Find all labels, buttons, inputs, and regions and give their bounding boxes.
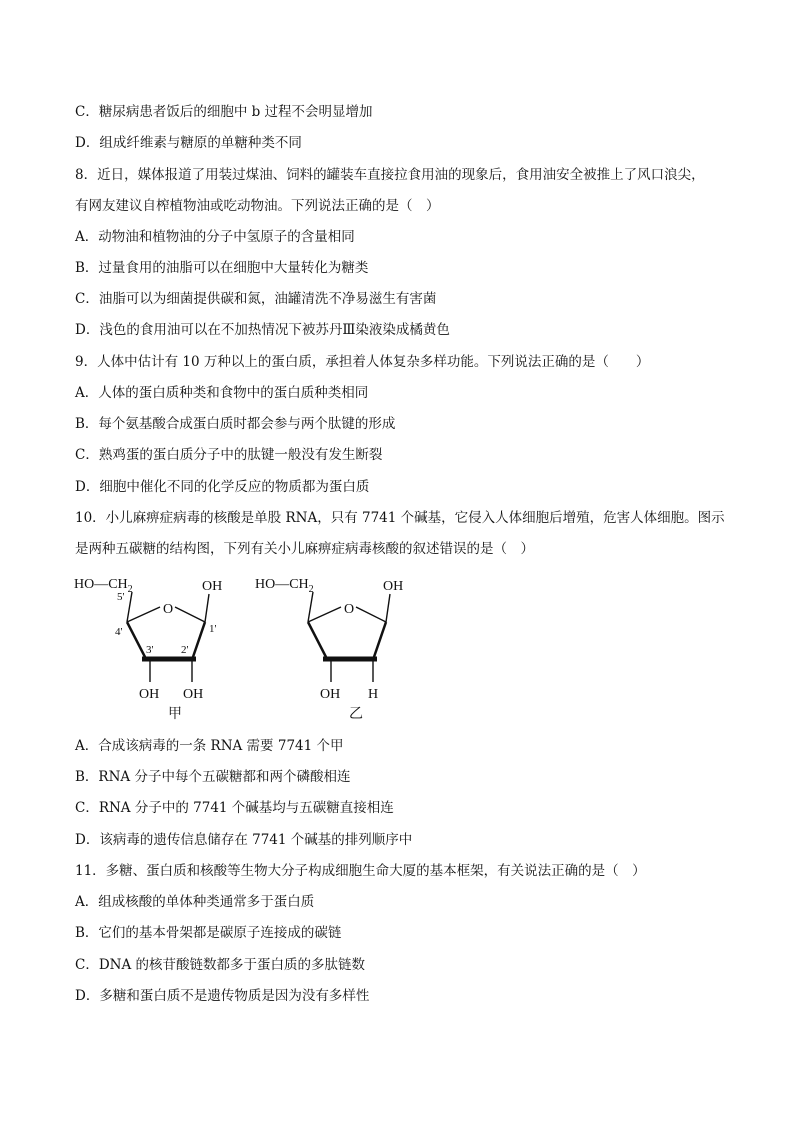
q8-option-c: C．油脂可以为细菌提供碳和氮，油罐清洗不净易滋生有害菌 [75,291,437,307]
sugar1-c5-bond [127,592,132,622]
sugar2-oh-top: OH [383,579,404,594]
sugar1-label-c1: 1' [209,623,217,635]
sugar1-ch2-group: $HO—CH_2$ [74,577,133,595]
q11-stem: 11．多糖、蛋白质和核酸等生物大分子构成细胞生命大厦的基本框架，有关说法正确的是（ ） [75,863,646,879]
q11-option-c: C．DNA 的核苷酸链数都多于蛋白质的多肽链数 [75,957,366,973]
sugar1-oh-top: OH [202,579,223,594]
sugar1-caption: 甲 [168,707,182,722]
q7-option-c: C．糖尿病患者饭后的细胞中 b 过程不会明显增加 [75,104,373,120]
sugar2-ring-oxygen: O [344,602,355,617]
sugar2-oh-bottom-left: OH [320,687,341,702]
sugar2-ring-bond-right [356,607,386,622]
q8-stem-line1: 8．近日，媒体报道了用装过煤油、饲料的罐装车直接拉食用油的现象后，食用油安全被推上了风口浪尖， [75,167,705,183]
sugar2-c1-oh-bond [386,594,390,622]
sugar1-ring-bond-c1c2 [193,622,205,657]
q8-stem-line2: 有网友建议自榨植物油或吃动物油。下列说法正确的是（ ） [75,198,440,214]
q9-option-d: D．细胞中催化不同的化学反应的物质都为蛋白质 [75,479,370,495]
q10-option-d: D．该病毒的遗传信息储存在 7741 个碱基的排列顺序中 [75,832,413,848]
sugar1-label-c2: 2' [181,644,189,656]
sugar1-label-c4: 4' [115,626,123,638]
sugar1-label-c3: 3' [146,644,154,656]
q8-option-a: A．动物油和植物油的分子中氢原子的含量相同 [75,229,355,245]
sugar2-h-bottom-right: H [368,687,379,702]
q11-option-d: D．多糖和蛋白质不是遗传物质是因为没有多样性 [75,988,370,1004]
q11-option-a: A．组成核酸的单体种类通常多于蛋白质 [75,894,315,910]
sugar2-ring-bond-c4c3 [308,622,326,657]
q10-option-b: B．RNA 分子中每个五碳糖都和两个磷酸相连 [75,769,351,785]
pentose-structure-figure [72,572,432,722]
sugar1-ring-oxygen: O [163,602,174,617]
sugar1-oh-bottom-left: OH [139,687,160,702]
q11-option-b: B．它们的基本骨架都是碳原子连接成的碳链 [75,925,342,941]
sugar1-oh-bottom-right: OH [183,687,204,702]
sugar2-ch2-group: $HO—CH_2$ [255,577,314,595]
q9-option-a: A．人体的蛋白质种类和食物中的蛋白质种类相同 [75,385,369,401]
sugar1-ring-bond-left [127,607,160,622]
sugar2-c5-bond [308,592,313,622]
q10-option-a: A．合成该病毒的一条 RNA 需要 7741 个甲 [75,738,344,754]
sugar2-caption: 乙 [349,707,363,722]
q7-option-d: D．组成纤维素与糖原的单糖种类不同 [75,135,302,151]
q10-option-c: C．RNA 分子中的 7741 个碱基均与五碳糖直接相连 [75,800,394,816]
sugar2-ring-bond-left [308,607,341,622]
q9-stem: 9．人体中估计有 10 万种以上的蛋白质，承担着人体复杂多样功能。下列说法正确的是（ ） [75,354,650,370]
ribose-structure [74,577,222,722]
q9-option-b: B．每个氨基酸合成蛋白质时都会参与两个肽键的形成 [75,416,396,432]
sugar1-ring-bond-c4c3 [127,622,145,657]
q8-option-b: B．过量食用的油脂可以在细胞中大量转化为糖类 [75,260,369,276]
sugar2-ring-bond-c1c2 [374,622,386,657]
q9-option-c: C．熟鸡蛋的蛋白质分子中的肽键一般没有发生断裂 [75,447,383,463]
q10-stem-line1: 10．小儿麻痹症病毒的核酸是单股 RNA，只有 7741 个碱基，它侵入人体细胞后增殖，危害人体细胞。图示 [75,510,725,526]
deoxyribose-structure [255,577,403,722]
sugar1-label-c5: 5' [117,591,125,603]
sugar1-c1-oh-bond [205,594,209,622]
q10-stem-line2: 是两种五碳糖的结构图，下列有关小儿麻痹症病毒核酸的叙述错误的是（ ） [75,541,534,557]
sugar1-ring-bond-right [175,607,205,622]
q8-option-d: D．浅色的食用油可以在不加热情况下被苏丹Ⅲ染液染成橘黄色 [75,322,450,338]
